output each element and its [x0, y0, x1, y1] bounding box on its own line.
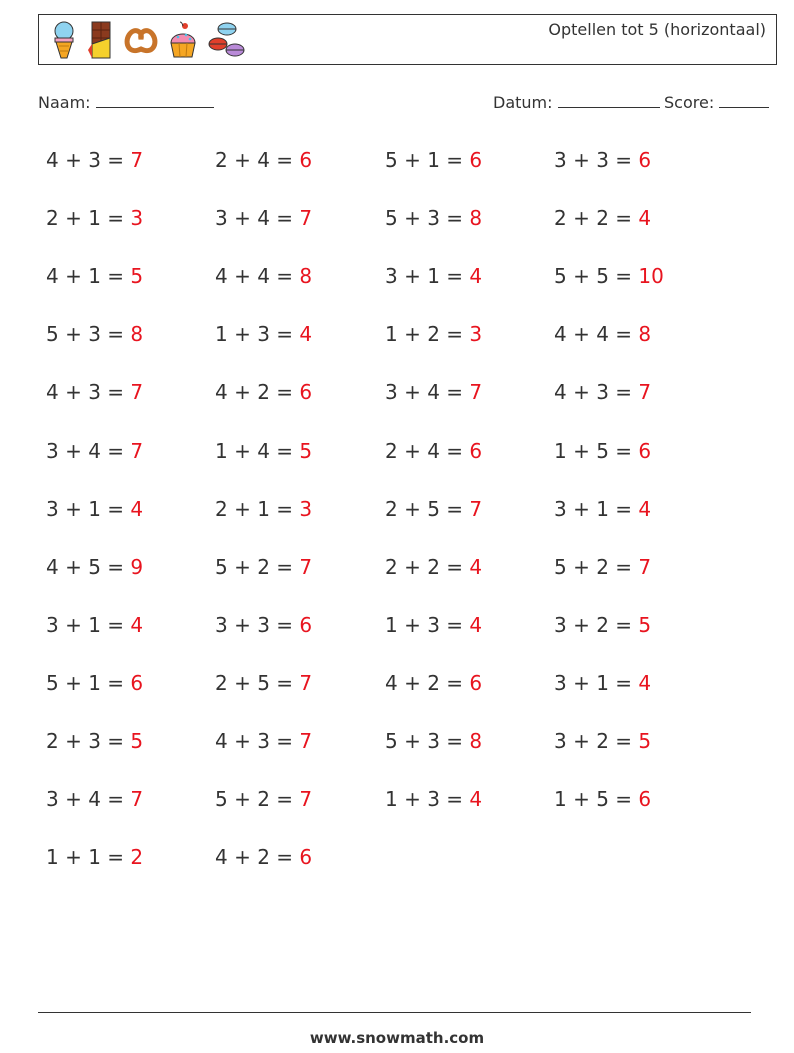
problem-question: 2 + 3 = — [46, 729, 131, 753]
problem-answer: 10 — [638, 264, 664, 289]
problem-question: 1 + 3 = — [385, 612, 470, 637]
header-icons — [51, 19, 247, 61]
problem-answer: 6 — [638, 787, 652, 812]
problem-answer: 7 — [130, 438, 144, 463]
addition-problem — [554, 264, 664, 288]
problem-answer: 6 — [299, 380, 313, 405]
problem-question: 1 + 5 = — [554, 438, 639, 463]
addition-problem — [215, 729, 312, 753]
problem-answer: 8 — [299, 264, 313, 289]
problem-question: 3 + 3 = — [554, 148, 639, 172]
footer-url: www.snowmath.com — [309, 1029, 485, 1047]
addition-problem — [554, 439, 651, 463]
problem-question: 3 + 1 = — [46, 496, 131, 521]
addition-problem — [385, 264, 482, 288]
problem-answer: 6 — [130, 670, 144, 695]
problem-question: 2 + 1 = — [215, 496, 300, 521]
problem-question: 4 + 3 = — [46, 148, 131, 172]
addition-problem — [46, 555, 143, 579]
problem-answer: 6 — [299, 845, 313, 870]
problem-question: 4 + 2 = — [385, 670, 470, 695]
problem-answer: 4 — [638, 670, 652, 695]
problem-answer: 3 — [130, 206, 144, 231]
problem-question: 1 + 4 = — [215, 438, 300, 463]
problem-answer: 5 — [130, 264, 144, 289]
problem-answer: 4 — [638, 496, 652, 521]
problem-question: 3 + 3 = — [215, 612, 300, 637]
problem-question: 3 + 4 = — [46, 438, 131, 463]
problem-answer: 4 — [469, 554, 483, 579]
chocolate-bar-icon — [86, 20, 114, 60]
problem-question: 2 + 4 = — [215, 148, 300, 172]
addition-problem — [46, 497, 143, 521]
addition-problem — [46, 729, 143, 753]
addition-problem — [385, 671, 482, 695]
addition-problem — [554, 729, 651, 753]
problem-answer: 6 — [469, 148, 483, 172]
problem-answer: 5 — [638, 612, 652, 637]
addition-problem — [46, 671, 143, 695]
addition-problem — [385, 729, 482, 753]
addition-problem — [385, 148, 482, 172]
problem-question: 4 + 4 = — [554, 322, 639, 347]
problem-question: 4 + 1 = — [46, 264, 131, 289]
problem-answer: 7 — [299, 670, 313, 695]
problem-answer: 6 — [299, 148, 313, 172]
addition-problem — [554, 787, 651, 811]
problem-question: 4 + 4 = — [215, 264, 300, 289]
problem-question: 2 + 1 = — [46, 206, 131, 231]
problem-question: 1 + 3 = — [215, 322, 300, 347]
macarons-icon — [207, 20, 247, 60]
footer-divider — [38, 1012, 751, 1013]
addition-problem — [46, 264, 143, 288]
name-label: Naam: — [38, 93, 91, 112]
problem-question: 1 + 1 = — [46, 845, 131, 870]
problem-answer: 7 — [130, 148, 144, 172]
addition-problem — [554, 322, 651, 346]
problem-question: 3 + 4 = — [385, 380, 470, 405]
problem-answer: 9 — [130, 554, 144, 579]
problem-question: 5 + 2 = — [554, 554, 639, 579]
addition-problem — [385, 555, 482, 579]
problem-question: 3 + 1 = — [554, 670, 639, 695]
problem-question: 4 + 2 = — [215, 380, 300, 405]
problem-question: 4 + 3 = — [215, 729, 300, 753]
problem-answer: 6 — [469, 670, 483, 695]
problem-question: 1 + 2 = — [385, 322, 470, 347]
problem-question: 3 + 2 = — [554, 612, 639, 637]
addition-problem — [46, 787, 143, 811]
problem-answer: 4 — [299, 322, 313, 347]
addition-problem — [215, 439, 312, 463]
problem-answer: 8 — [469, 729, 483, 753]
addition-problem — [215, 148, 312, 172]
problem-question: 5 + 3 = — [46, 322, 131, 347]
problem-answer: 4 — [638, 206, 652, 231]
problem-answer: 2 — [130, 845, 144, 870]
date-line[interactable] — [558, 93, 660, 108]
date-field — [493, 93, 660, 112]
problem-answer: 3 — [299, 496, 313, 521]
problem-answer: 5 — [130, 729, 144, 753]
problem-question: 3 + 1 = — [46, 612, 131, 637]
problem-question: 2 + 2 = — [385, 554, 470, 579]
addition-problem — [385, 613, 482, 637]
problem-question: 2 + 5 = — [215, 670, 300, 695]
problem-answer: 5 — [638, 729, 652, 753]
cupcake-icon — [168, 21, 198, 59]
addition-problem — [554, 613, 651, 637]
addition-problem — [215, 380, 312, 404]
problem-question: 5 + 3 = — [385, 729, 470, 753]
worksheet-title: Optellen tot 5 (horizontaal) — [548, 20, 766, 39]
problem-question: 5 + 1 = — [385, 148, 470, 172]
problem-answer: 7 — [299, 729, 313, 753]
problem-answer: 7 — [638, 554, 652, 579]
addition-problem — [385, 787, 482, 811]
addition-problem — [385, 322, 482, 346]
problem-question: 3 + 1 = — [554, 496, 639, 521]
problem-question: 5 + 5 = — [554, 264, 639, 289]
addition-problem — [385, 497, 482, 521]
addition-problem — [46, 322, 143, 346]
problem-answer: 7 — [299, 787, 313, 812]
name-field — [38, 93, 214, 112]
problem-question: 3 + 4 = — [215, 206, 300, 231]
problem-answer: 6 — [638, 438, 652, 463]
addition-problem — [215, 555, 312, 579]
problem-question: 5 + 2 = — [215, 554, 300, 579]
addition-problem — [46, 148, 143, 172]
problem-answer: 4 — [469, 612, 483, 637]
problem-answer: 7 — [638, 380, 652, 405]
addition-problem — [554, 380, 651, 404]
addition-problem — [554, 497, 651, 521]
problem-question: 3 + 4 = — [46, 787, 131, 812]
addition-problem — [46, 380, 143, 404]
problem-question: 2 + 2 = — [554, 206, 639, 231]
problem-answer: 7 — [469, 380, 483, 405]
addition-problem — [46, 439, 143, 463]
problem-answer: 4 — [130, 612, 144, 637]
problem-question: 1 + 5 = — [554, 787, 639, 812]
addition-problem — [215, 613, 312, 637]
problem-question: 4 + 3 = — [46, 380, 131, 405]
addition-problem — [554, 555, 651, 579]
score-field — [664, 93, 769, 112]
name-line[interactable] — [96, 93, 214, 108]
problem-question: 1 + 3 = — [385, 787, 470, 812]
problem-answer: 7 — [299, 554, 313, 579]
problem-answer: 8 — [130, 322, 144, 347]
problem-question: 4 + 3 = — [554, 380, 639, 405]
addition-problem — [215, 264, 312, 288]
problem-answer: 4 — [130, 496, 144, 521]
pretzel-icon — [123, 25, 159, 55]
addition-problem — [554, 206, 651, 230]
problem-answer: 6 — [299, 612, 313, 637]
problem-answer: 5 — [299, 438, 313, 463]
worksheet-header — [38, 14, 777, 65]
addition-problem — [215, 322, 312, 346]
problem-question: 5 + 3 = — [385, 206, 470, 231]
problem-answer: 6 — [469, 438, 483, 463]
problem-answer: 8 — [638, 322, 652, 347]
problem-answer: 6 — [638, 148, 652, 172]
addition-problem — [215, 671, 312, 695]
problem-question: 5 + 1 = — [46, 670, 131, 695]
addition-problem — [46, 613, 143, 637]
addition-problem — [215, 206, 312, 230]
problem-answer: 7 — [130, 380, 144, 405]
problem-answer: 7 — [130, 787, 144, 812]
addition-problem — [46, 206, 143, 230]
problem-answer: 7 — [299, 206, 313, 231]
score-line[interactable] — [719, 93, 769, 108]
problem-answer: 4 — [469, 787, 483, 812]
addition-problem — [385, 380, 482, 404]
addition-problem — [385, 439, 482, 463]
problem-answer: 3 — [469, 322, 483, 347]
score-label: Score: — [664, 93, 715, 112]
ice-cream-icon — [51, 20, 77, 60]
problem-question: 4 + 5 = — [46, 554, 131, 579]
addition-problem — [385, 206, 482, 230]
problem-question: 3 + 1 = — [385, 264, 470, 289]
addition-problem — [215, 845, 312, 869]
addition-problem — [554, 671, 651, 695]
problem-question: 3 + 2 = — [554, 729, 639, 753]
problem-question: 5 + 2 = — [215, 787, 300, 812]
date-label: Datum: — [493, 93, 553, 112]
problem-answer: 7 — [469, 496, 483, 521]
problem-question: 2 + 5 = — [385, 496, 470, 521]
problem-answer: 4 — [469, 264, 483, 289]
addition-problem — [215, 787, 312, 811]
problem-answer: 8 — [469, 206, 483, 231]
problem-question: 2 + 4 = — [385, 438, 470, 463]
addition-problem — [46, 845, 143, 869]
problem-question: 4 + 2 = — [215, 845, 300, 870]
addition-problem — [554, 148, 651, 172]
addition-problem — [215, 497, 312, 521]
